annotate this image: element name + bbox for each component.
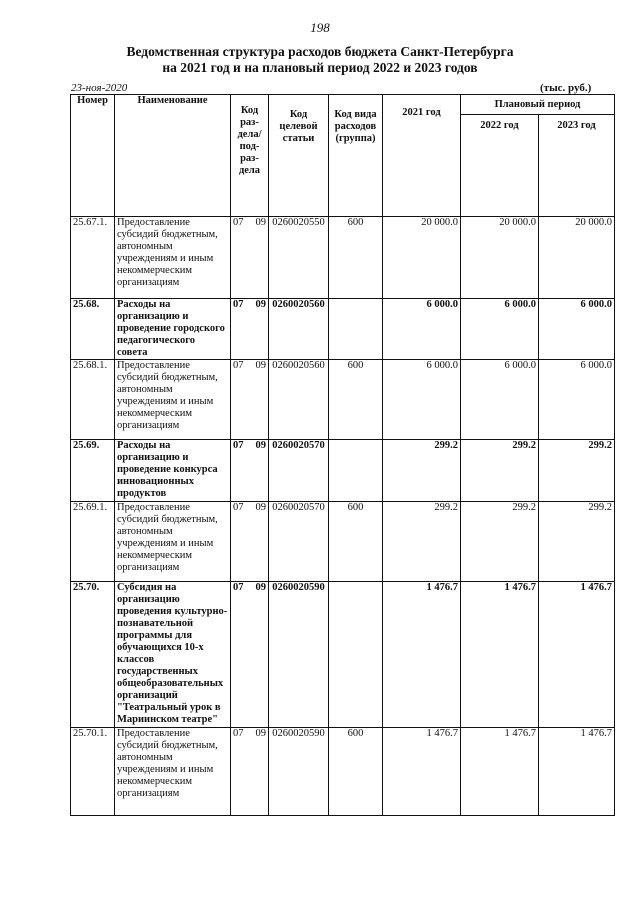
row-subsection-code: 09 bbox=[255, 299, 266, 310]
row-amount-2023: 20 000.0 bbox=[539, 217, 615, 299]
row-target-code: 0260020590 bbox=[269, 582, 329, 728]
units-label: (тыс. руб.) bbox=[540, 82, 592, 94]
page-title bbox=[0, 44, 640, 76]
row-amount-2022: 1 476.7 bbox=[461, 582, 539, 728]
table-row bbox=[71, 582, 615, 728]
row-amount-2021: 1 476.7 bbox=[383, 582, 461, 728]
row-number: 25.67.1. bbox=[71, 217, 115, 299]
row-expense-type: 600 bbox=[329, 502, 383, 582]
row-amount-2021: 20 000.0 bbox=[383, 217, 461, 299]
header-2021: 2021 год bbox=[383, 95, 461, 217]
header-2023: 2023 год bbox=[539, 115, 615, 217]
row-number: 25.69.1. bbox=[71, 502, 115, 582]
row-target-code: 0260020560 bbox=[269, 299, 329, 360]
row-section-code: 07 bbox=[233, 728, 244, 739]
row-expense-type bbox=[329, 440, 383, 502]
header-2022: 2022 год bbox=[461, 115, 539, 217]
row-section-code: 07 bbox=[233, 360, 244, 371]
row-name: Предоставление субсидий бюджетным, автономным учреждениям и иным некоммерческим организациям bbox=[115, 217, 231, 299]
row-amount-2021: 6 000.0 bbox=[383, 299, 461, 360]
row-section-code: 07 bbox=[233, 217, 244, 228]
row-target-code: 0260020560 bbox=[269, 360, 329, 440]
row-amount-2023: 6 000.0 bbox=[539, 360, 615, 440]
row-subsection-code: 09 bbox=[255, 440, 266, 451]
table-row bbox=[71, 217, 615, 299]
header-type: Код вида расходов (группа) bbox=[329, 95, 383, 217]
row-name: Субсидия на организацию проведения культурно-познавательной программы для обучающихся 10-х классов государственных общеобразовательных организаций "Театральный урок в Мариинском театре" bbox=[115, 582, 231, 728]
table-row bbox=[71, 728, 615, 816]
row-section-code: 07 bbox=[233, 299, 244, 310]
row-subsection-code: 09 bbox=[255, 582, 266, 593]
page-number: 198 bbox=[310, 20, 330, 35]
header-number: Номер bbox=[71, 95, 115, 217]
row-amount-2023: 1 476.7 bbox=[539, 728, 615, 816]
row-name: Предоставление субсидий бюджетным, автономным учреждениям и иным некоммерческим организациям bbox=[115, 728, 231, 816]
row-name: Расходы на организацию и проведение конкурса инновационных продуктов bbox=[115, 440, 231, 502]
row-section-code: 07 bbox=[233, 440, 244, 451]
document-date: 23-ноя-2020 bbox=[71, 82, 128, 94]
row-amount-2022: 1 476.7 bbox=[461, 728, 539, 816]
row-name: Предоставление субсидий бюджетным, автономным учреждениям и иным некоммерческим организациям bbox=[115, 360, 231, 440]
row-section bbox=[231, 440, 269, 502]
row-expense-type: 600 bbox=[329, 217, 383, 299]
row-section bbox=[231, 299, 269, 360]
row-name: Предоставление субсидий бюджетным, автономным учреждениям и иным некоммерческим организациям bbox=[115, 502, 231, 582]
header-planned-period: Плановый период bbox=[461, 95, 615, 115]
row-section bbox=[231, 728, 269, 816]
row-expense-type bbox=[329, 582, 383, 728]
row-amount-2022: 20 000.0 bbox=[461, 217, 539, 299]
row-number: 25.68.1. bbox=[71, 360, 115, 440]
row-amount-2023: 1 476.7 bbox=[539, 582, 615, 728]
row-amount-2023: 299.2 bbox=[539, 502, 615, 582]
row-target-code: 0260020550 bbox=[269, 217, 329, 299]
row-amount-2021: 299.2 bbox=[383, 440, 461, 502]
row-section bbox=[231, 582, 269, 728]
row-amount-2022: 6 000.0 bbox=[461, 360, 539, 440]
row-amount-2022: 299.2 bbox=[461, 502, 539, 582]
row-section bbox=[231, 502, 269, 582]
row-amount-2023: 6 000.0 bbox=[539, 299, 615, 360]
table-row bbox=[71, 502, 615, 582]
row-amount-2021: 6 000.0 bbox=[383, 360, 461, 440]
row-number: 25.68. bbox=[71, 299, 115, 360]
row-expense-type bbox=[329, 299, 383, 360]
row-target-code: 0260020570 bbox=[269, 440, 329, 502]
header-section: Код раз-дела/ под-раз-дела bbox=[231, 95, 269, 217]
table-row bbox=[71, 299, 615, 360]
row-section bbox=[231, 360, 269, 440]
row-expense-type: 600 bbox=[329, 728, 383, 816]
table-row bbox=[71, 440, 615, 502]
row-name: Расходы на организацию и проведение городского педагогического совета bbox=[115, 299, 231, 360]
budget-table bbox=[70, 94, 615, 816]
row-expense-type: 600 bbox=[329, 360, 383, 440]
row-subsection-code: 09 bbox=[255, 728, 266, 739]
title-line-2: на 2021 год и на плановый период 2022 и 2023 годов bbox=[162, 60, 478, 75]
row-number: 25.70.1. bbox=[71, 728, 115, 816]
row-target-code: 0260020590 bbox=[269, 728, 329, 816]
row-section bbox=[231, 217, 269, 299]
row-section-code: 07 bbox=[233, 502, 244, 513]
title-line-1: Ведомственная структура расходов бюджета Санкт-Петербурга bbox=[126, 44, 514, 59]
row-amount-2022: 6 000.0 bbox=[461, 299, 539, 360]
header-name: Наименование bbox=[115, 95, 231, 217]
row-amount-2021: 299.2 bbox=[383, 502, 461, 582]
row-target-code: 0260020570 bbox=[269, 502, 329, 582]
row-amount-2023: 299.2 bbox=[539, 440, 615, 502]
row-subsection-code: 09 bbox=[255, 502, 266, 513]
row-number: 25.70. bbox=[71, 582, 115, 728]
row-subsection-code: 09 bbox=[255, 217, 266, 228]
row-amount-2021: 1 476.7 bbox=[383, 728, 461, 816]
row-section-code: 07 bbox=[233, 582, 244, 593]
row-subsection-code: 09 bbox=[255, 360, 266, 371]
table-row bbox=[71, 360, 615, 440]
header-target: Код целевой статьи bbox=[269, 95, 329, 217]
row-number: 25.69. bbox=[71, 440, 115, 502]
row-amount-2022: 299.2 bbox=[461, 440, 539, 502]
